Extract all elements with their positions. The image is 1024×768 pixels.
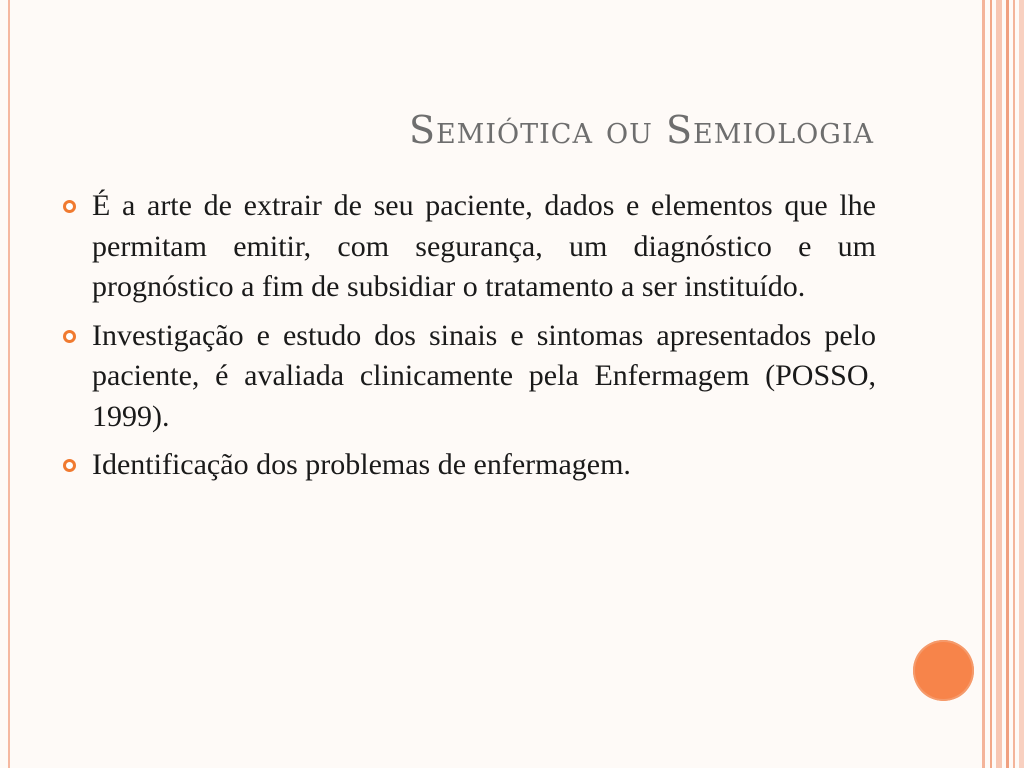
bullet-icon	[63, 459, 76, 472]
right-decor-stripe	[1013, 0, 1015, 768]
bullet-item	[92, 186, 876, 308]
right-decor-stripe	[1019, 0, 1024, 768]
bullet-text: Investigação e estudo dos sinais e sintomas apresentados pelo paciente, é avaliada clinicamente pela Enfermagem (POSSO, 1999).	[92, 318, 876, 433]
bullet-item	[92, 445, 876, 486]
left-border-line	[8, 0, 10, 768]
bullet-text: É a arte de extrair de seu paciente, dados e elementos que lhe permitam emitir, com segurança, um diagnóstico e um prognóstico a fim de subsidiar o tratamento a ser instituído.	[92, 189, 876, 303]
right-decor-stripe	[1006, 0, 1009, 768]
bullet-list	[92, 186, 876, 494]
bullet-icon	[63, 330, 76, 343]
right-decor-stripe	[996, 0, 1002, 768]
orange-circle-icon	[913, 640, 974, 701]
bullet-item	[92, 316, 876, 438]
slide-title: Semiótica ou Semiologia	[408, 108, 874, 152]
right-decor-stripe	[990, 0, 992, 768]
right-decor-stripe	[982, 0, 985, 768]
bullet-icon	[63, 200, 76, 213]
bullet-text: Identificação dos problemas de enfermagem.	[92, 448, 631, 481]
